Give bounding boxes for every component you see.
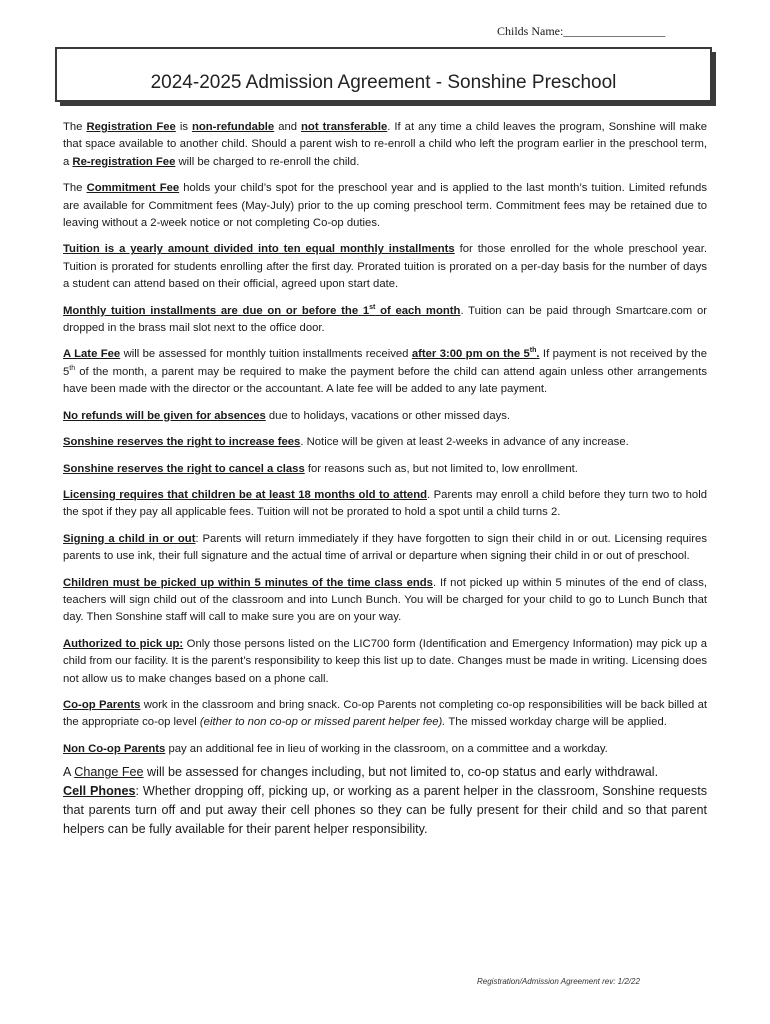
text: and (274, 121, 302, 133)
re-registration-fee-term: Re-registration Fee (72, 155, 176, 168)
late-deadline-term (412, 348, 540, 360)
coop-parents-paragraph (63, 697, 707, 732)
superscript: st (369, 303, 376, 311)
licensing-age-term: Licensing requires that children be at least 18 months old to attend (63, 488, 428, 501)
cancel-class-paragraph (63, 461, 707, 478)
non-coop-term: Non Co-op Parents (63, 742, 166, 755)
text: for reasons such as, but not limited to, low enrollment. (304, 462, 578, 475)
text: for those enrolled for the whole preschool year. Tuition is prorated for students enrolling after the first day. Prorated tuition is prorated on a per-day basis for the number of days a student can attend based on their official, agreed upon start date. (63, 243, 707, 291)
monthly-installments-paragraph (63, 303, 707, 338)
not-transferable-term: not transferable (301, 121, 388, 133)
text: : Parents will return immediately if they have forgotten to sign their child in or out. Licensing requires parents to use ink, their full signature and the actual time of arrival or departure when signing their child in or out of preschool. (63, 532, 707, 563)
page-title: 2024-2025 Admission Agreement - Sonshine Preschool (150, 72, 617, 93)
text: A (63, 765, 75, 780)
text: of each month (375, 304, 461, 317)
text: will be assessed for changes including, but not limited to, co-op status and early withdrawal. (143, 765, 659, 780)
cancel-class-term: Sonshine reserves the right to cancel a class (63, 462, 305, 475)
non-refundable-term: non-refundable (191, 121, 275, 133)
change-fee-paragraph (63, 763, 707, 782)
title-box (55, 47, 712, 102)
cell-phones-term: Cell Phones (63, 783, 136, 798)
footer-revision: Registration/Admission Agreement rev: 1/2/22 (477, 977, 640, 986)
text: The missed workday charge will be applied. (445, 716, 667, 729)
late-fee-paragraph (63, 346, 707, 398)
text: of the month, a parent may be required to make the payment before the child can attend again unless other arrangements have been made with the director or the accountant. A late fee will be added to any late payment. (63, 365, 707, 396)
text: . If at any time a child leaves the program, Sonshine will make that space available to another child. Should a parent wish to re-enroll a child who left the program earlier in the preschool term, a (63, 121, 708, 168)
authorized-pickup-term: Authorized to pick up: (63, 637, 184, 650)
monthly-installments-term (63, 305, 460, 317)
text: after 3:00 pm on the 5 (411, 348, 530, 361)
text: If payment is not received by the 5 (63, 348, 707, 378)
coop-note: (either to non co-op or missed parent helper fee). (199, 716, 446, 729)
text: Only those persons listed on the LIC700 form (Identification and Emergency Information) may pick up a child from our facility. It is the parent’s responsibility to keep this list up to date. Changes must be made in writing. Licensing does not allow us to make changes based on a phone call. (63, 637, 707, 685)
text: will be charged to re-enroll the child. (175, 155, 360, 168)
text: is (175, 121, 192, 133)
text: : Whether dropping off, picking up, or working as a parent helper in the classroom, Sonshine requests that parents turn off and put away their cell phones so they can be fully present for their child and so that parent helpers can be fully available for their parent helper responsibility. (63, 783, 707, 836)
text: . (536, 348, 540, 361)
text: . Parents may enroll a child before they turn two to hold the spot if they pay all applicable fees. Tuition will not be prorated to hold a spot until a child turns 2. (63, 488, 708, 519)
increase-fees-paragraph (63, 434, 707, 451)
tuition-paragraph (63, 241, 707, 293)
commitment-fee-term: Commitment Fee (86, 182, 180, 195)
registration-fee-term: Registration Fee (86, 121, 176, 133)
late-fee-term: A Late Fee (63, 348, 121, 361)
superscript: th (529, 347, 537, 355)
child-name-field[interactable]: Childs Name:_________________ (497, 24, 666, 38)
coop-parents-term: Co-op Parents (63, 698, 141, 711)
commitment-fee-paragraph (63, 180, 707, 232)
pickup-time-term: Children must be picked up within 5 minutes of the time class ends (63, 576, 433, 589)
licensing-age-paragraph (63, 487, 707, 522)
non-coop-paragraph (63, 741, 707, 758)
registration-fee-paragraph (63, 119, 707, 171)
text: . Tuition can be paid through Smartcare.com or dropped in the brass mail slot next to the office door. (63, 304, 707, 335)
signing-term: Signing a child in or out (63, 532, 196, 545)
text: . Notice will be given at least 2-weeks in advance of any increase. (300, 436, 629, 449)
authorized-pickup-paragraph (63, 636, 707, 688)
text: The (63, 182, 87, 195)
change-fee-term: Change Fee (74, 765, 144, 780)
text: work in the classroom and bring snack. Co-op Parents not completing co-op responsibilities will be back billed at the appropriate co-op level (63, 698, 707, 729)
text: due to holidays, vacations or other missed days. (265, 409, 511, 422)
text: Monthly tuition installments are due on or before the 1 (63, 304, 370, 317)
absences-paragraph (63, 408, 707, 425)
tuition-term: Tuition is a yearly amount divided into ten equal monthly installments (63, 243, 455, 256)
text: The (63, 121, 87, 133)
text: will be assessed for monthly tuition installments received (120, 348, 412, 361)
pickup-time-paragraph (63, 575, 707, 627)
text: pay an additional fee in lieu of working in the classroom, on a committee and a workday. (165, 742, 608, 755)
absences-term: No refunds will be given for absences (63, 409, 266, 422)
text: holds your child’s spot for the preschool year and is applied to the last month’s tuition. Limited refunds are available for Commitment fees (May-July) prior to the up coming preschool term. Commitment fees may be retained due to leaving without a 2-week notice or not completing Co-op duties. (63, 182, 707, 230)
signing-paragraph (63, 531, 707, 566)
superscript: th (69, 365, 76, 373)
agreement-body (63, 119, 707, 838)
text: . If not picked up within 5 minutes of the end of class, teachers will sign child out of the classroom and into Lunch Bunch. You will be charged for your child to go to Lunch Bunch that day. Then Sonshine staff will call to make sure you are on your way. (63, 576, 707, 624)
cell-phones-paragraph (63, 782, 707, 838)
increase-fees-term: Sonshine reserves the right to increase fees (63, 436, 301, 449)
